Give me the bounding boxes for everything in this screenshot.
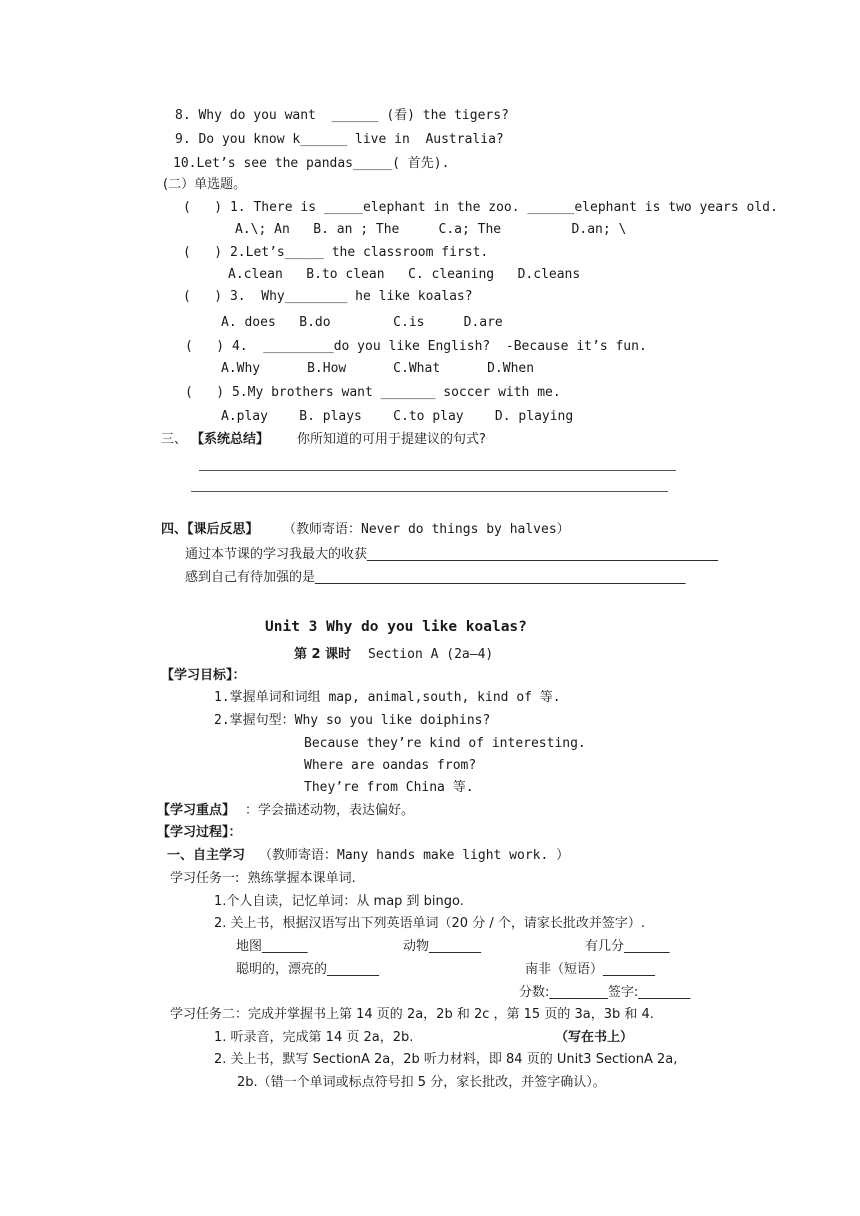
task-1-step-1: 1.个人自读，记忆单词：从 map 到 bingo. bbox=[214, 894, 464, 909]
task-2-step-2-cont: 2b.（错一个单词或标点符号扣 5 分，家长批改，并签字确认）。 bbox=[237, 1075, 606, 1090]
lesson-section: Section A (2a—4) bbox=[368, 647, 494, 662]
mc-q1: ( ) 1. There is _____elephant in the zoo. ______elephant is two years old. bbox=[183, 200, 778, 215]
task-2-step-1-note: （写在书上） bbox=[555, 1030, 634, 1045]
task-2-step-1: 1. 听录音，完成第 14 页 2a，2b. bbox=[214, 1030, 414, 1045]
vocab-kind-of: 有几分_______ bbox=[585, 939, 670, 954]
answer-line-1[interactable] bbox=[199, 470, 676, 471]
self-study-motto: （教师寄语：Many hands make light work. ） bbox=[259, 848, 570, 863]
q8: 8. Why do you want ______ (看) the tigers? bbox=[175, 108, 509, 123]
task-2-step-2: 2. 关上书，默写 SectionA 2a，2b 听力材料，即 84 页的 Unit3 SectionA 2a, bbox=[214, 1052, 678, 1067]
answer-line-2[interactable] bbox=[191, 491, 668, 492]
vocab-clever: 聪明的，漂亮的________ bbox=[236, 962, 380, 977]
self-study-heading: 一、自主学习 bbox=[167, 848, 246, 863]
task-1-step-2: 2. 关上书，根据汉语写出下列英语单词（20 分 / 个，请家长批改并签字）. bbox=[214, 916, 645, 931]
q10: 10.Let’s see the pandas_____( 首先). bbox=[173, 156, 450, 171]
section-heading-mc: (二）单选题。 bbox=[163, 177, 247, 192]
mc-q2: ( ) 2.Let’s_____ the classroom first. bbox=[183, 245, 489, 260]
q9: 9. Do you know k______ live in Australia? bbox=[175, 132, 504, 147]
process-heading: 【学习过程】： bbox=[157, 825, 242, 840]
objectives-heading: 【学习目标】： bbox=[161, 668, 246, 683]
score-signature: 分数:_________签字:________ bbox=[519, 985, 691, 1000]
mc-q4: ( ) 4. _________do you like English? -Because it’s fun. bbox=[185, 339, 647, 354]
objective-2: 2.掌握句型：Why so you like doiphins? bbox=[214, 713, 491, 728]
objective-2-line-2: Because they’re kind of interesting. bbox=[304, 736, 586, 751]
key-points-heading: 【学习重点】 bbox=[157, 803, 236, 818]
mc-q2-options: A.clean B.to clean C. cleaning D.cleans bbox=[228, 267, 581, 282]
vocab-map: 地图_______ bbox=[236, 939, 308, 954]
reflection-improve: 感到自己有待加强的是_________________________________________________________ bbox=[185, 570, 686, 585]
mc-q5-options: A.play B. plays C.to play D. playing bbox=[221, 409, 574, 424]
mc-q1-options: A.\; An B. an ; The C.a; The D.an; \ bbox=[235, 222, 627, 237]
section-3-number: 三、 bbox=[161, 432, 188, 447]
key-points-text: ：学会描述动物，表达偏好。 bbox=[245, 803, 415, 818]
unit-title: Unit 3 Why do you like koalas? bbox=[265, 619, 527, 635]
objective-2-line-4: They’re from China 等. bbox=[304, 780, 474, 795]
mc-q4-options: A.Why B.How C.What D.When bbox=[221, 361, 535, 376]
task-2-title: 学习任务二：完成并掌握书上第 14 页的 2a，2b 和 2c ，第 15 页的 3a，3b 和 4. bbox=[170, 1007, 654, 1022]
objective-2-line-3: Where are oandas from? bbox=[304, 758, 477, 773]
task-1-title: 学习任务一: 熟练掌握本课单词. bbox=[170, 871, 356, 886]
vocab-animal: 动物________ bbox=[403, 939, 482, 954]
objective-1: 1.掌握单词和词组 map, animal,south, kind of 等. bbox=[214, 690, 561, 705]
mc-q5: ( ) 5.My brothers want _______ soccer with me. bbox=[185, 385, 561, 400]
section-4-title: 四、【课后反思】 bbox=[161, 522, 259, 537]
reflection-gain: 通过本节课的学习我最大的收获______________________________________________________ bbox=[185, 547, 719, 562]
section-3-title: 【系统总结】 bbox=[191, 432, 270, 447]
mc-q3-options: A. does B.do C.is D.are bbox=[221, 315, 503, 330]
section-3-prompt: 你所知道的可用于提建议的句式? bbox=[297, 432, 486, 447]
vocab-south-africa: 南非（短语）________ bbox=[525, 962, 656, 977]
mc-q3: ( ) 3. Why________ he like koalas? bbox=[183, 289, 473, 304]
lesson-number: 第 2 课时 bbox=[294, 647, 352, 662]
section-4-motto: （教师寄语：Never do things by halves） bbox=[283, 522, 570, 537]
